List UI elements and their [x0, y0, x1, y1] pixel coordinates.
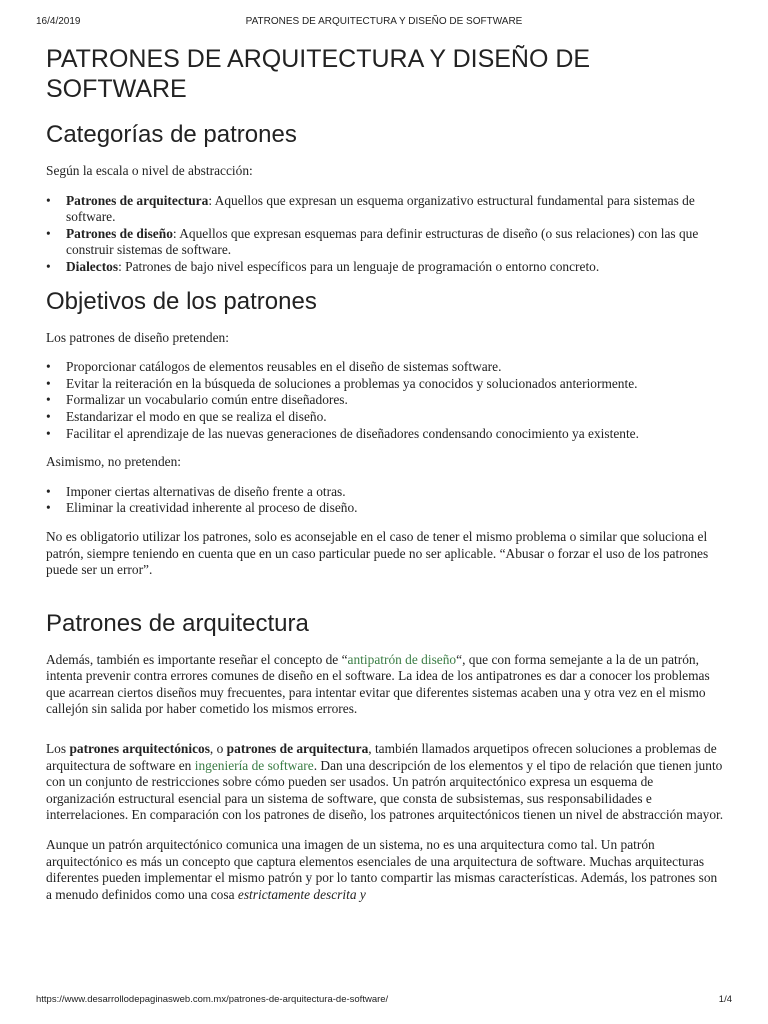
list-item: • Eliminar la creatividad inherente al proceso de diseño. [46, 500, 724, 517]
section-heading-arquitectura: Patrones de arquitectura [46, 609, 309, 637]
page-title: PATRONES DE ARQUITECTURA Y DISEÑO DE SOFTWARE [46, 45, 591, 103]
article-content [46, 44, 724, 916]
list-item: • Evitar la reiteración en la búsqueda de soluciones a problemas ya conocidos y solucionados anteriormente. [46, 376, 724, 393]
categorias-intro: Según la escala o nivel de abstracción: [46, 163, 253, 178]
section-heading-objetivos: Objetivos de los patrones [46, 287, 317, 315]
print-footer [36, 994, 732, 1008]
term: Patrones de arquitectura [66, 192, 209, 208]
list-item: • Patrones de arquitectura: Aquellos que expresan un esquema organizativo estructural fundamental para sistemas de software. [46, 193, 724, 226]
arquitectura-paragraph-3: Aunque un patrón arquitectónico comunica una imagen de un sistema, no es una arquitectura como tal. Un patrón arquitectónico es más un concepto que captura elementos esenciales de una arquitectura de software. Muchas arquitecturas diferentes pueden implementar el mismo patrón y por lo tanto compartir las mismas características. Además, los patrones son a menudo definidos como una cosa estrictamente descrita y [46, 837, 718, 902]
objetivos-no-list [46, 484, 724, 517]
objetivos-no-intro: Asimismo, no pretenden: [46, 454, 182, 470]
print-date: 16/4/2019 [36, 16, 81, 27]
term: Dialectos [66, 258, 119, 274]
arquitectura-paragraph-2: Los patrones arquitectónicos, o patrones de arquitectura, también llamados arquetipos ofrecen soluciones a problemas de arquitectura de software en ingeniería de software. Dan una descripción de los elementos y el tipo de relación que tienen junto con un conjunto de restricciones sobre cómo pueden ser usados. Un patrón arquitectónico expresa un esquema de organización estructural esencial para un sistema de software, que consta de subsistemas, sus responsabilidades e interrelaciones. En comparación con los patrones de diseño, los patrones arquitectónicos tienen un nivel de abstracción mayor. [46, 741, 724, 823]
list-item: • Formalizar un vocabulario común entre diseñadores. [46, 392, 724, 409]
list-item: • Proporcionar catálogos de elementos reusables en el diseño de sistemas software. [46, 359, 724, 376]
objetivos-intro: Los patrones de diseño pretenden: [46, 329, 229, 345]
print-url: https://www.desarrollodepaginasweb.com.mx/patrones-de-arquitectura-de-software/ [36, 994, 389, 1005]
print-title: PATRONES DE ARQUITECTURA Y DISEÑO DE SOFTWARE [245, 16, 523, 27]
arquitectura-paragraph-1: Además, también es importante reseñar el concepto de “antipatrón de diseño“, que con forma semejante a la de un patrón, intenta prevenir contra errores comunes de diseño en el software. La idea de los antipatrones es dar a conocer los problemas que acarrean ciertos diseños muy frecuentes, para intentar evitar que diferentes sistemas acaben una y otra vez en el mismo callejón sin salida por haber cometido los mismos errores. [46, 651, 710, 717]
list-item: • Imponer ciertas alternativas de diseño frente a otras. [46, 484, 724, 501]
categorias-list [46, 193, 724, 276]
list-item: • Dialectos: Patrones de bajo nivel específicos para un lenguaje de programación o entorno concreto. [46, 259, 724, 276]
section-heading-categorias: Categorías de patrones [46, 121, 297, 148]
list-item: • Facilitar el aprendizaje de las nuevas generaciones de diseñadores condensando conocimiento ya existente. [46, 426, 724, 443]
print-header [36, 16, 732, 30]
list-item: • Estandarizar el modo en que se realiza el diseño. [46, 409, 724, 426]
page-number: 1/4 [718, 994, 732, 1005]
antipatron-link[interactable]: antipatrón de diseño [347, 651, 457, 667]
objetivos-list [46, 359, 724, 442]
term: Patrones de diseño [66, 225, 173, 241]
list-item: • Patrones de diseño: Aquellos que expresan esquemas para definir estructuras de diseño (o sus relaciones) con las que construir sistemas de software. [46, 226, 724, 259]
ingenieria-software-link[interactable]: ingeniería de software [194, 757, 314, 773]
objetivos-note: No es obligatorio utilizar los patrones, solo es aconsejable en el caso de tener el mismo problema o similar que soluciona el patrón, siempre teniendo en cuenta que en un caso particular puede no ser aplicable. “Abusar o forzar el uso de los patrones puede ser un error”. [46, 528, 709, 578]
